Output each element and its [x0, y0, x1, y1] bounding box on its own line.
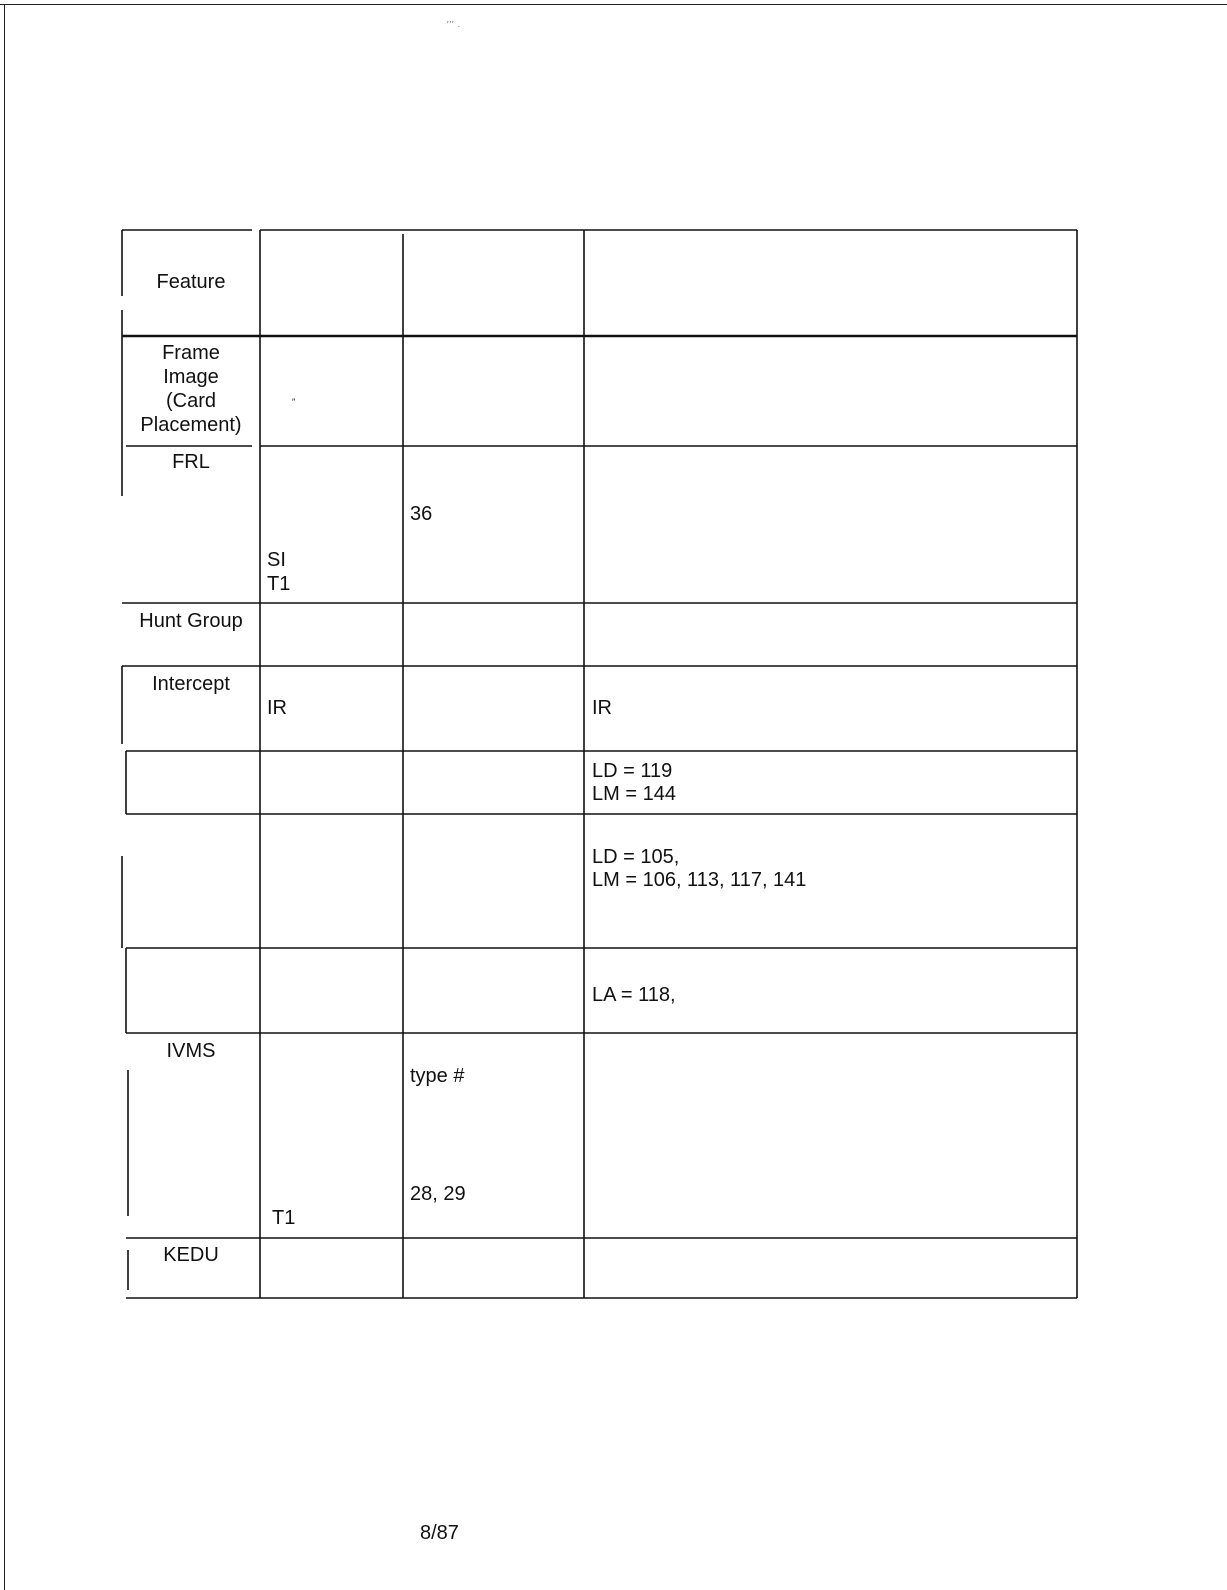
scan-speck: ′′′ . — [447, 20, 461, 29]
row-ivms-col2: T1 — [272, 1207, 296, 1229]
row-intercept-col2: IR — [267, 697, 287, 719]
header-feature: Feature — [156, 271, 226, 293]
row-ivms-col3-type: type # — [410, 1065, 465, 1087]
row-frl-feature: FRL — [172, 451, 210, 473]
row-frame-image-feature: Frame Image (Card Placement) — [140, 342, 242, 436]
row-ivms-feature: IVMS — [166, 1040, 216, 1062]
page-border-left — [4, 4, 5, 1590]
row-frl-col2: SI T1 — [267, 549, 291, 595]
row-intercept-feature: Intercept — [152, 673, 230, 695]
page-border-top — [0, 4, 1227, 5]
row-ivms-col3-values: 28, 29 — [410, 1183, 466, 1205]
row-kedu-feature: KEDU — [163, 1244, 219, 1266]
row-ld119-col4: LD = 119 LM = 144 — [592, 760, 676, 805]
row-ld105-col4: LD = 105, LM = 106, 113, 117, 141 — [592, 846, 807, 891]
row-intercept-col4: IR — [592, 697, 612, 719]
row-la118-col4: LA = 118, — [592, 984, 676, 1006]
row-hunt-group-feature: Hunt Group — [139, 610, 243, 632]
footer-date: 8/87 — [420, 1522, 459, 1544]
row-frl-col3: 36 — [410, 503, 433, 525]
row-frame-image-mark: ″ — [292, 397, 296, 407]
